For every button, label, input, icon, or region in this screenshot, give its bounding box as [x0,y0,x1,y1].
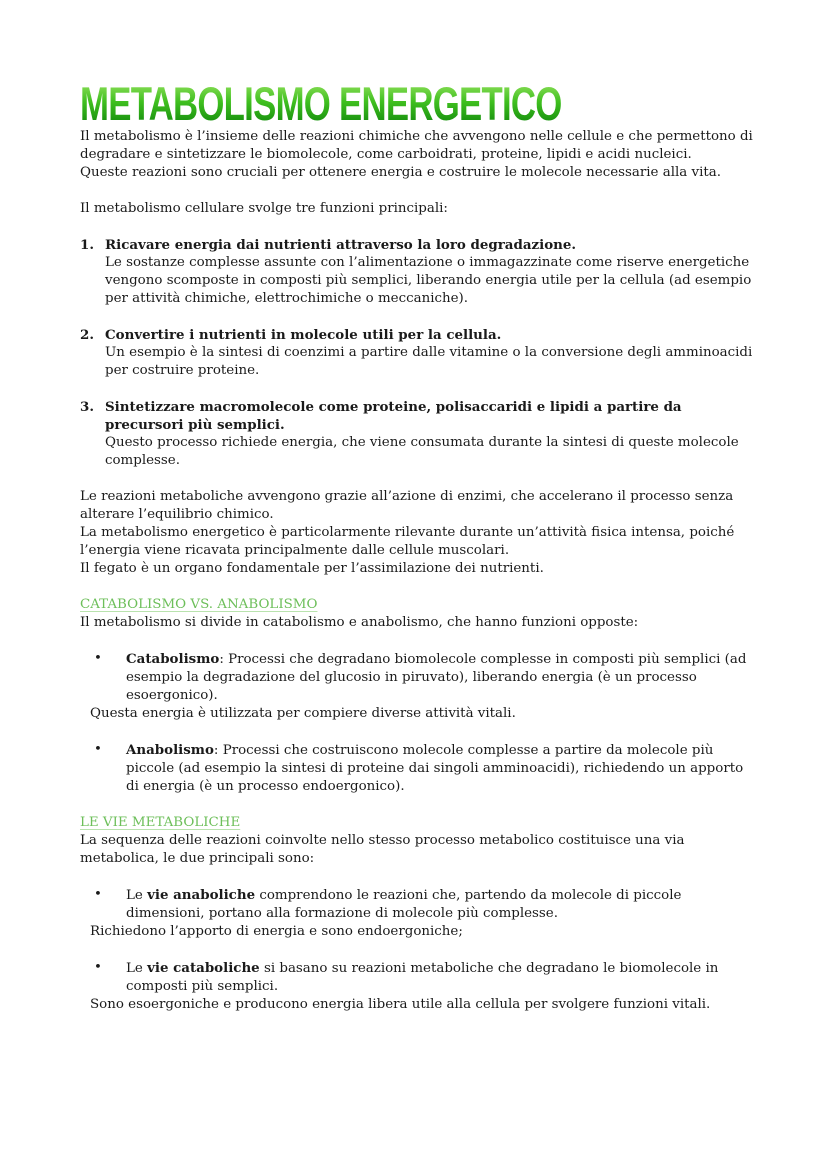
list-item [80,326,760,380]
enzymes-paragraph: Le reazioni metaboliche avvengono grazie all’azione di enzimi, che accelerano il processo senza alterare l’equilibrio chimico. [80,489,734,522]
item-number: 3. [80,399,94,415]
section-intro: Il metabolismo si divide in catabolismo e anabolismo, che hanno funzioni opposte: [80,615,639,630]
item-term: vie cataboliche [147,960,260,976]
bullet-list [80,886,760,923]
item-text: Questo processo richiede energia, che viene consumata durante la sintesi di queste molecole complesse. [105,435,739,468]
item-text: : Processi che degradano biomolecole complesse in composti più semplici (ad esempio la degradazione del glucosio in piruvato), liberando energia (è un processo esoergonico). [126,652,747,703]
item-note: Questa energia è utilizzata per compiere diverse attività vitali. [90,706,516,721]
item-title: Ricavare energia dai nutrienti attraverso la loro degradazione. [105,237,577,253]
section-intro: La sequenza delle reazioni coinvolte nello stesso processo metabolico costituisce una via metabolica, le due principali sono: [80,833,685,866]
list-item [80,236,760,308]
bullet-list [80,959,760,996]
item-prefix: Le [126,888,148,903]
bullet-icon: • [94,742,102,757]
intro-paragraph: Queste reazioni sono cruciali per ottenere energia e costruire le molecole necessarie alla vita. [80,165,721,180]
enzymes-paragraph: Il fegato è un organo fondamentale per l’assimilazione dei nutrienti. [80,561,544,576]
enzymes-paragraph: La metabolismo energetico è particolarmente rilevante durante un’attività fisica intensa, poiché l’energia viene ricavata principalmente dalle cellule muscolari. [80,525,735,558]
item-text: comprendono le reazioni che, partendo da molecole di piccole dimensioni, portano alla formazione di molecole più complesse. [126,888,682,921]
bullet-list [80,650,760,705]
section-heading-catabolismo: CATABOLISMO VS. ANABOLISMO [80,597,318,612]
item-title: Sintetizzare macromolecole come proteine, polisaccaridi e lipidi a partire da precursori più semplici. [105,399,682,433]
list-item [80,959,760,996]
item-number: 1. [80,237,94,253]
item-term: Anabolismo [126,742,214,758]
item-term: vie anaboliche [147,887,256,903]
item-note: Richiedono l’apporto di energia e sono endoergoniche; [90,924,463,939]
bullet-icon: • [94,960,102,975]
item-note: Sono esoergoniche e producono energia libera utile alla cellula per svolgere funzioni vitali. [90,997,711,1012]
item-text: : Processi che costruiscono molecole complesse a partire da molecole più piccole (ad esempio la sintesi di proteine dai singoli amminoacidi), richiedendo un apporto di energia (è un processo endoergonico). [126,743,744,794]
section-heading-vie-metaboliche: LE VIE METABOLICHE [80,815,241,830]
list-item [80,741,760,796]
item-prefix: Le [126,961,148,976]
item-text: Un esempio è la sintesi di coenzimi a partire dalle vitamine o la conversione degli amminoacidi per costruire proteine. [105,345,753,378]
list-item [80,650,760,705]
document-page [80,77,760,1014]
intro-paragraph: Il metabolismo è l’insieme delle reazioni chimiche che avvengono nelle cellule e che permettono di degradare e sintetizzare le biomolecole, come carboidrati, proteine, lipidi e acidi nucleici. [80,129,753,162]
list-item [80,886,760,923]
functions-list [80,236,760,470]
item-title: Convertire i nutrienti in molecole utili per la cellula. [105,327,502,343]
bullet-icon: • [94,651,102,666]
bullet-list [80,741,760,796]
list-item [80,398,760,470]
item-text: Le sostanze complesse assunte con l’alimentazione o immagazzinate come riserve energetiche vengono scomposte in composti più semplici, liberando energia utile per la cellula (ad esempio per attività chimiche, elettrochimiche o meccaniche). [105,255,752,306]
item-term: Catabolismo [126,651,220,667]
document-title: METABOLISMO ENERGETICO [80,77,562,130]
functions-intro: Il metabolismo cellulare svolge tre funzioni principali: [80,201,448,216]
bullet-icon: • [94,887,102,902]
item-text: si basano su reazioni metaboliche che degradano le biomolecole in composti più semplici. [126,961,719,994]
item-number: 2. [80,327,94,343]
